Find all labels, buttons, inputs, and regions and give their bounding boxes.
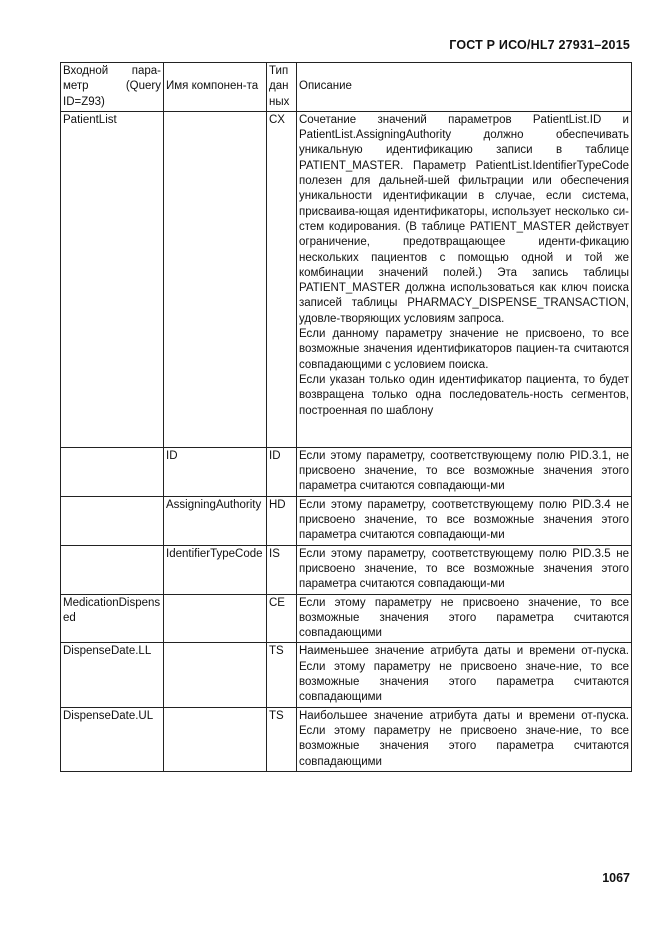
input-param-cell: DispenseDate.LL (61, 643, 164, 707)
component-name-cell: ID (164, 447, 267, 496)
input-param-cell (61, 447, 164, 496)
table-row (61, 594, 632, 643)
description-cell: Если этому параметру, соответствующему полю PID.3.5 не присвоено значение, то все возможные значения этого параметра считаются совпадающи-ми (297, 545, 632, 594)
table-row (61, 643, 632, 707)
header-component-name: Имя компонен-та (164, 63, 267, 112)
table-row (61, 111, 632, 447)
table-row (61, 447, 632, 496)
input-param-cell (61, 496, 164, 545)
table-row (61, 496, 632, 545)
description-cell (297, 111, 632, 447)
component-name-cell (164, 111, 267, 447)
data-type-cell: IS (267, 545, 297, 594)
table-row (61, 545, 632, 594)
input-param-cell (61, 545, 164, 594)
data-type-cell: HD (267, 496, 297, 545)
header-input-param: Входной пара-метр (Query ID=Z93) (61, 63, 164, 112)
description-cell: Если этому параметру не присвоено значение, то все возможные значения этого параметра считаются совпадающими (297, 594, 632, 643)
input-param-cell: MedicationDispensed (61, 594, 164, 643)
description-paragraph: Сочетание значений параметров PatientList.ID и PatientList.AssigningAuthority должно обеспечивать уникальную идентификацию записи в таблице PATIENT_MASTER. Параметр PatientList.IdentifierTypeCode полезен для дальней-шей фильтрации или обеспечения уникальности идентификации в случае, если система, присваива-ющая идентификаторы, использует несколько си-стем кодирования. (В таблице PATIENT_MASTER действует ограничение, предотвращающее иденти-фикацию нескольких пациентов с помощью одной и той же комбинации значений полей.) Эта запись таблицы PATIENT_MASTER должна использоваться как ключ поиска записей таблицы PHARMACY_DISPENSE_TRANSACTION, удовле-творяющих условиям запроса. (299, 113, 629, 325)
data-type-cell: CX (267, 111, 297, 447)
component-name-cell (164, 643, 267, 707)
data-type-cell: TS (267, 643, 297, 707)
description-paragraph: Если данному параметру значение не присвоено, то все возможные значения идентификаторов пациен-та считаются совпадающими с условием поиска. (299, 328, 629, 371)
description-paragraph: Если указан только один идентификатор пациента, то будет возвращена только одна последователь-ность сегментов, построенная по шаблону (299, 373, 629, 417)
component-name-cell (164, 707, 267, 771)
table-header-row (61, 63, 632, 112)
data-type-cell: TS (267, 707, 297, 771)
header-description: Описание (297, 63, 632, 112)
table-row (61, 707, 632, 771)
component-name-cell: IdentifierTypeCode (164, 545, 267, 594)
component-name-cell: AssigningAuthority (164, 496, 267, 545)
description-cell: Если этому параметру, соответствующему полю PID.3.4 не присвоено значение, то все возможные значения этого параметра считаются совпадающи-ми (297, 496, 632, 545)
standard-header: ГОСТ Р ИСО/HL7 27931–2015 (449, 38, 630, 52)
component-name-cell (164, 594, 267, 643)
header-data-type: Тип дан ных (267, 63, 297, 112)
description-cell: Наименьшее значение атрибута даты и времени от-пуска. Если этому параметру не присвоено значе-ние, то все возможные значения этого параметра считаются совпадающими (297, 643, 632, 707)
description-cell: Наибольшее значение атрибута даты и времени от-пуска. Если этому параметру не присвоено значе-ние, то все возможные значения этого параметра считаются совпадающими (297, 707, 632, 771)
data-type-cell: ID (267, 447, 297, 496)
input-param-cell: PatientList (61, 111, 164, 447)
query-parameters-table (60, 62, 632, 772)
data-type-cell: CE (267, 594, 297, 643)
page-number: 1067 (602, 871, 630, 885)
description-cell: Если этому параметру, соответствующему полю PID.3.1, не присвоено значение, то все возможные значения этого параметра считаются совпадающи-ми (297, 447, 632, 496)
input-param-cell: DispenseDate.UL (61, 707, 164, 771)
